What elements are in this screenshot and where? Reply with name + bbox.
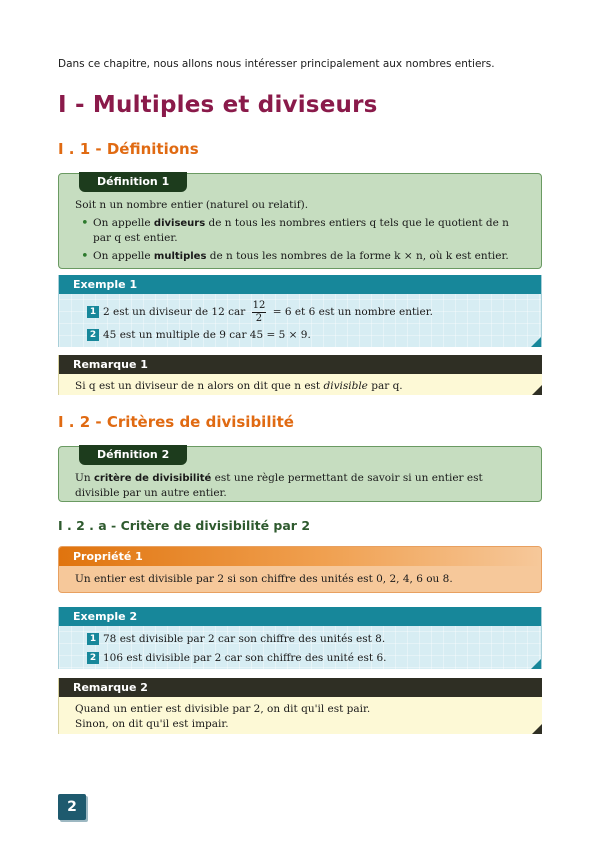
remark-label: Remarque 2: [59, 678, 542, 697]
remark-text: Quand un entier est divisible par 2, on dit qu'il est pair. Sinon, on dit qu'il est impair.: [75, 703, 371, 730]
example-item: 2 106 est divisible par 2 car son chiffre des unité est 6.: [59, 650, 541, 667]
intro-text: Dans ce chapitre, nous allons nous intéresser principalement aux nombres entiers.: [58, 58, 495, 70]
example-box-1: [58, 275, 542, 347]
example-item: 1 78 est divisible par 2 car son chiffre des unités est 8.: [59, 631, 541, 648]
definition-intro: Soit n un nombre entier (naturel ou relatif).: [75, 199, 309, 211]
definition-box-2: [58, 446, 542, 502]
item-number: 1: [87, 633, 99, 645]
definition-bullet-divisors: • On appelle diviseurs de n tous les nombres entiers q tels que le quotient de n par q est entier.: [93, 216, 525, 246]
remark-label: Remarque 1: [59, 355, 542, 374]
definition-text: Un critère de divisibilité est une règle permettant de savoir si un entier est divisible par un autre entier.: [75, 472, 483, 499]
definition-label: Définition 1: [79, 172, 187, 192]
property-text: Un entier est divisible par 2 si son chiffre des unités est 0, 2, 4, 6 ou 8.: [75, 573, 453, 585]
section-title: I - Multiples et diviseurs: [58, 92, 378, 118]
definition-label: Définition 2: [79, 445, 187, 465]
page-curl-icon: [531, 659, 541, 669]
example-label: Exemple 1: [59, 275, 541, 294]
remark-box-1: [58, 355, 542, 395]
definition-bullet-multiples: • On appelle multiples de n tous les nombres de la forme k × n, où k est entier.: [93, 249, 525, 264]
example-item: 1 2 est un diviseur de 12 car $\frac{12}{2}$ = 6 et 6 est un nombre entier.: [59, 299, 541, 325]
property-label: Propriété 1: [59, 547, 541, 566]
item-number: 1: [87, 306, 99, 318]
remark-box-2: [58, 678, 542, 734]
page-curl-icon: [532, 385, 542, 395]
item-number: 2: [87, 329, 99, 341]
definition-box-1: [58, 173, 542, 269]
remark-text: Si q est un diviseur de n alors on dit que n est divisible par q.: [75, 380, 403, 392]
item-number: 2: [87, 652, 99, 664]
property-box-1: [58, 546, 542, 593]
subsubsection-title: I . 2 . a - Critère de divisibilité par 2: [58, 518, 311, 533]
page-curl-icon: [532, 724, 542, 734]
example-box-2: [58, 607, 542, 669]
page-curl-icon: [531, 337, 541, 347]
example-item: 2 45 est un multiple de 9 car 45 = 5 × 9.: [59, 327, 541, 343]
page-number: 2: [58, 794, 86, 820]
subsection-title-criteria: I . 2 - Critères de divisibilité: [58, 413, 294, 431]
subsection-title-definitions: I . 1 - Définitions: [58, 140, 199, 158]
example-label: Exemple 2: [59, 607, 541, 626]
fraction: $\frac{12}{2}$: [252, 299, 266, 324]
